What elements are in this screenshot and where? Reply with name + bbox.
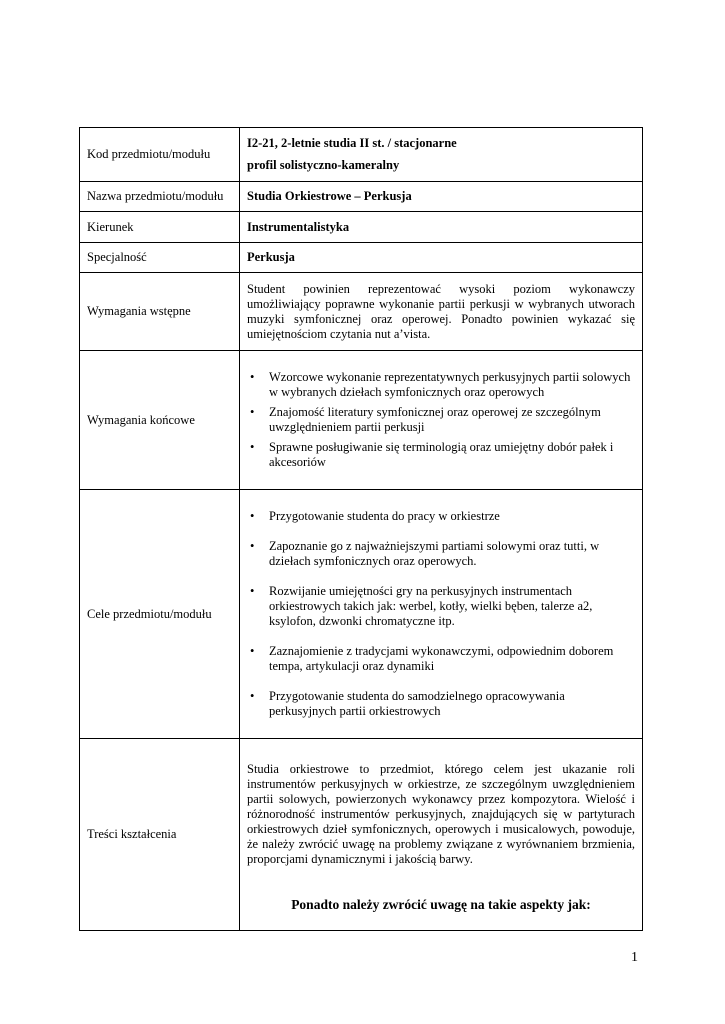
list-item: • Przygotowanie studenta do pracy w orkiestrze	[247, 509, 635, 524]
content-footer: Ponadto należy zwrócić uwagę na takie aspekty jak:	[291, 896, 591, 912]
list-item: • Rozwijanie umiejętności gry na perkusyjnych instrumentach orkiestrowych takich jak: werbel, kotły, wielki bęben, talerze a2, ksylofon, dzwonki chromatyczne itp.	[247, 584, 635, 629]
value-final-requirements	[240, 351, 643, 490]
list-item: • Zaznajomienie z tradycjami wykonawczymi, odpowiednim doborem tempa, artykulacji oraz dynamiki	[247, 644, 635, 674]
label-code: Kod przedmiotu/modułu	[80, 128, 240, 182]
table-row-goals	[80, 490, 643, 739]
list-item: • Znajomość literatury symfonicznej oraz operowej ze szczególnym uwzględnieniem partii perkusji	[247, 405, 635, 435]
list-item: • Sprawne posługiwanie się terminologią oraz umiejętny dobór pałek i akcesoriów	[247, 440, 635, 470]
final-requirements-list	[247, 370, 635, 470]
table-row-content	[80, 739, 643, 931]
goals-list	[247, 509, 635, 719]
syllabus-table	[79, 127, 643, 931]
value-goals	[240, 490, 643, 739]
label-goals: Cele przedmiotu/modułu	[80, 490, 240, 739]
list-item: • Przygotowanie studenta do samodzielnego opracowywania perkusyjnych partii orkiestrowych	[247, 689, 635, 719]
value-name: Studia Orkiestrowe – Perkusja	[240, 182, 643, 212]
page-number: 1	[631, 950, 638, 965]
content-paragraph: Studia orkiestrowe to przedmiot, którego celem jest ukazanie roli instrumentów perkusyjnych w orkiestrze, ze szczególnym uwzględnieniem partii solowych, powierzonych wykonawcy przez kompozytora. Wielość i różnorodność instrumentów perkusyjnych, znajdujących się w partyturach orkiestrowych dzieł symfonicznych, operowych i musicalowych, powoduje, że należy zwrócić uwagę na problemy związane z wyrównaniem brzmienia, proporcjami dynamicznymi i jakością barwy.	[247, 761, 635, 866]
table-row-direction	[80, 212, 643, 243]
table-row-code	[80, 128, 643, 182]
label-final-requirements: Wymagania końcowe	[80, 351, 240, 490]
table-row-final-requirements	[80, 351, 643, 490]
value-direction: Instrumentalistyka	[240, 212, 643, 243]
label-prerequisites: Wymagania wstępne	[80, 273, 240, 351]
value-code	[240, 128, 643, 182]
label-direction: Kierunek	[80, 212, 240, 243]
list-item: • Zapoznanie go z najważniejszymi partiami solowymi oraz tutti, w dziełach symfonicznych oraz operowych.	[247, 539, 635, 569]
value-code-line1: I2-21, 2-letnie studia II st. / stacjonarne	[247, 136, 457, 150]
value-prerequisites: Student powinien reprezentować wysoki poziom wykonawczy umożliwiający poprawne wykonanie partii perkusji w wybranych utworach muzyki symfonicznej oraz operowej. Ponadto powinien wykazać się umiejętnościom czytania nut a’vista.	[240, 273, 643, 351]
label-name: Nazwa przedmiotu/modułu	[80, 182, 240, 212]
table-row-prerequisites	[80, 273, 643, 351]
list-item: • Wzorcowe wykonanie reprezentatywnych perkusyjnych partii solowych w wybranych dziełach symfonicznych oraz operowych	[247, 370, 635, 400]
table-row-specialty	[80, 243, 643, 273]
value-code-line2: profil solistyczno-kameralny	[247, 158, 400, 172]
value-specialty: Perkusja	[240, 243, 643, 273]
table-row-name	[80, 182, 643, 212]
label-specialty: Specjalność	[80, 243, 240, 273]
value-content	[240, 739, 643, 931]
label-content: Treści kształcenia	[80, 739, 240, 931]
